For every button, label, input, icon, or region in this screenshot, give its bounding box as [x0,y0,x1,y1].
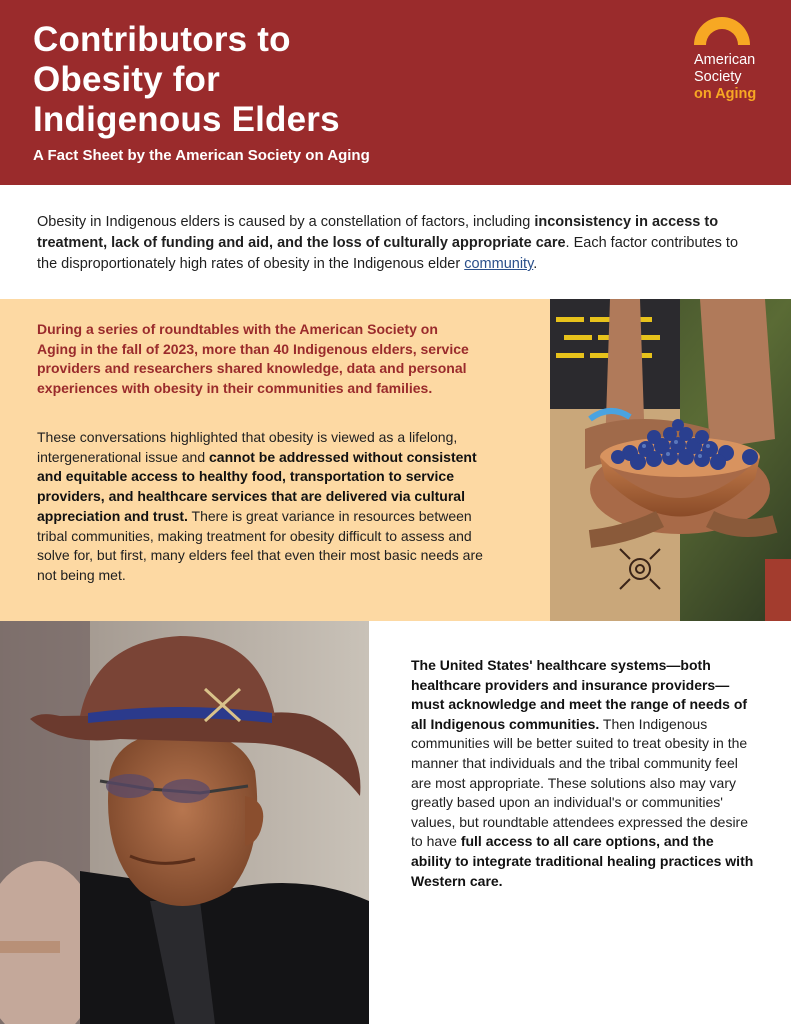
logo-wordmark [694,52,756,103]
page-title [33,20,473,140]
band-text-1: These conversations highlighted that obesity is viewed as a lifelong, intergenerational issue and [37,429,458,465]
title-line-3: Indigenous Elders [33,100,340,139]
elder-photo [0,621,369,1024]
title-line-2: Obesity for [33,60,220,99]
healthcare-paragraph [411,656,756,891]
arch-logo-icon [694,15,750,45]
intro-text-3: . [533,256,538,272]
asa-logo [694,15,784,105]
header-banner [0,0,791,185]
roundtable-body [37,428,487,586]
intro-paragraph [37,212,757,275]
intro-text-2: . Each factor contributes to the disproportionately high rates of obesity in the Indigenous elder [37,235,739,272]
logo-line-2: Society [694,69,742,85]
healthcare-bold-1: The United States' healthcare systems—both healthcare providers and insurance providers—must acknowledge and meet the range of needs of all Indigenous communities. [411,657,748,732]
page-subtitle: A Fact Sheet by the American Society on Aging [33,147,370,164]
band-bold: cannot be addressed without consistent and equitable access to healthy food, transportation to service providers, and healthcare services that are delivered via cultural appreciation and trust. [37,448,477,524]
title-line-1: Contributors to [33,20,291,59]
healthcare-bold-2: full access to all care options, and the ability to integrate traditional healing practices with Western care. [411,833,754,889]
roundtable-lead: During a series of roundtables with the American Society on Aging in the fall of 2023, more than 40 Indigenous elders, service providers and researchers shared knowledge, data and personal experiences with obesity in their communities and families. [37,321,469,396]
band-text-2: There is great variance in resources between tribal communities, making treatment for obesity difficult to assess and solve for, but first, many elders feel that even their most basic needs are not being met. [37,507,483,583]
intro-bold: inconsistency in access to treatment, lack of funding and aid, and the loss of culturally appropriate care [37,214,719,251]
logo-line-3: on Aging [694,86,757,102]
blueberries-photo [550,299,791,621]
intro-text-1: Obesity in Indigenous elders is caused by a constellation of factors, including [37,214,535,230]
logo-line-1: American [694,52,756,68]
healthcare-text-1: Then Indigenous communities will be better suited to treat obesity in the manner that individuals and the tribal community feel are most appropriate. These solutions also may vary greatly based upon an individual's or communities' values, but roundtable attendees expressed the desire to have [411,715,749,850]
community-link[interactable]: community [464,256,534,272]
